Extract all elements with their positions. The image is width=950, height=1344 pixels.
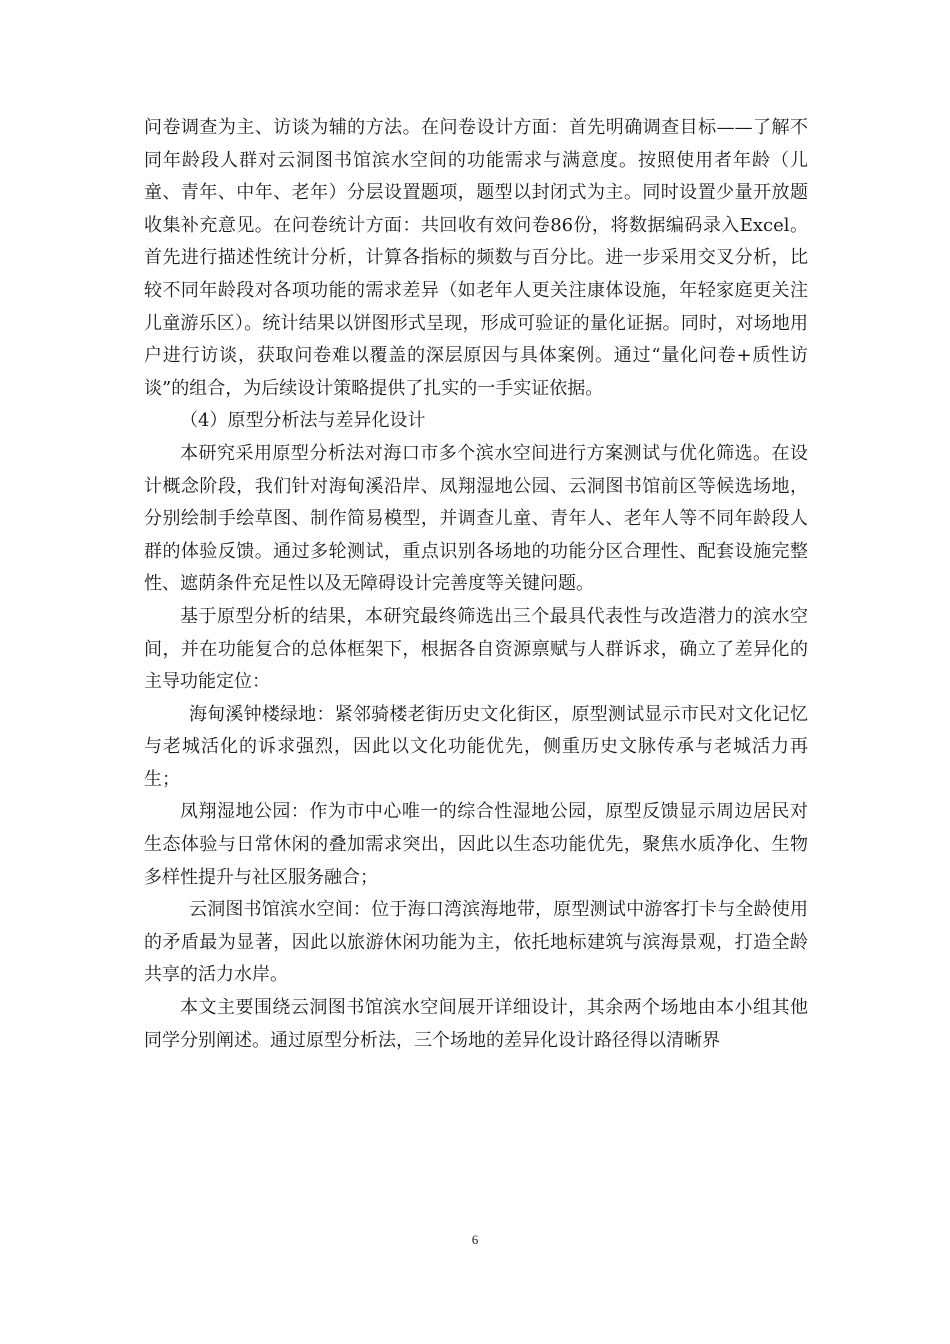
paragraph-design-focus: 本文主要围绕云洞图书馆滨水空间展开详细设计，其余两个场地由本小组其他同学分别阐述。通过原型分析法，三个场地的差异化设计路径得以清晰界 <box>144 997 808 1051</box>
body-text <box>144 112 808 1057</box>
paragraph-site-fengxiang: 凤翔湿地公园：作为市中心唯一的综合性湿地公园，原型反馈显示周边居民对生态体验与日常休闲的叠加需求突出，因此以生态功能优先，聚焦水质净化、生物多样性提升与社区服务融合； <box>144 801 808 888</box>
paragraph-questionnaire-method: 问卷调查为主、访谈为辅的方法。在问卷设计方面：首先明确调查目标——了解不同年龄段人群对云洞图书馆滨水空间的功能需求与满意度。按照使用者年龄（儿童、青年、中年、老年）分层设置题项，题型以封闭式为主。同时设置少量开放题收集补充意见。在问卷统计方面：共回收有效问卷86份，将数据编码录入Excel。首先进行描述性统计分析，计算各指标的频数与百分比。进一步采用交叉分析，比较不同年龄段对各项功能的需求差异（如老年人更关注康体设施，年轻家庭更关注儿童游乐区）。统计结果以饼图形式呈现，形成可验证的量化证据。同时，对场地用户进行访谈，获取问卷难以覆盖的深层原因与具体案例。通过“量化问卷+质性访谈”的组合，为后续设计策略提供了扎实的一手实证依据。 <box>144 117 808 399</box>
paragraph-prototype-method: 本研究采用原型分析法对海口市多个滨水空间进行方案测试与优化筛选。在设计概念阶段，我们针对海甸溪沿岸、凤翔湿地公园、云洞图书馆前区等候选场地，分别绘制手绘草图、制作简易模型，并调查儿童、青年人、老年人等不同年龄段人群的体验反馈。通过多轮测试，重点识别各场地的功能分区合理性、配套设施完整性、遮荫条件充足性以及无障碍设计完善度等关键问题。 <box>144 442 808 595</box>
paragraph-selection-result: 基于原型分析的结果，本研究最终筛选出三个最具代表性与改造潜力的滨水空间，并在功能复合的总体框架下，根据各自资源禀赋与人群诉求，确立了差异化的主导功能定位： <box>144 605 808 693</box>
paragraph-site-haidianxi: 海甸溪钟楼绿地：紧邻骑楼老街历史文化街区，原型测试显示市民对文化记忆与老城活化的诉求强烈，因此以文化功能优先，侧重历史文脉传承与老城活力再生； <box>144 703 808 790</box>
section-heading-prototype-analysis: （4）原型分析法与差异化设计 <box>180 410 426 432</box>
paragraph-site-yundong: 云洞图书馆滨水空间：位于海口湾滨海地带，原型测试中游客打卡与全龄使用的矛盾最为显著，因此以旅游休闲功能为主，依托地标建筑与滨海景观，打造全龄共享的活力水岸。 <box>144 899 808 986</box>
page-number: 6 <box>471 1232 479 1247</box>
